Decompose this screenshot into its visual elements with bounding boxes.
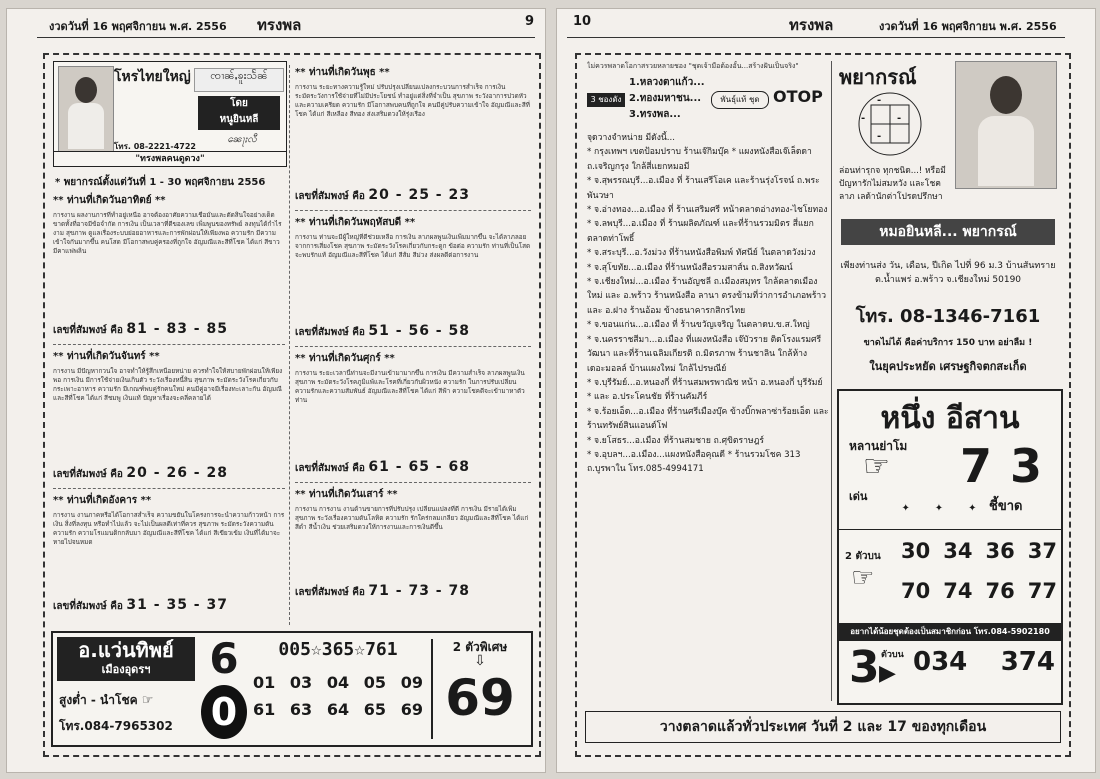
forecast-phone: โทร. 08-1346-7161 (855, 306, 1041, 327)
number-cell: 76 (985, 579, 1015, 603)
lead-digit: 3 (1009, 439, 1042, 493)
astro-caption: "ทรงพลคนดูดวง" (54, 151, 286, 166)
astro-author-block (198, 96, 280, 130)
shop-item: * จ.ลพบุรี...อ.เมือง ที่ ร้านผลิตภัณฑ์ และที่ร้านรวมมิตร สี่แยกตลาดท่าโพธิ์ (587, 219, 814, 244)
grid-cell: 64 (326, 700, 350, 719)
section-sunday (53, 193, 285, 338)
distribution-banner: วางตลาดแล้วทั่วประเทศ วันที่ 2 และ 17 ของทุกเดือน (585, 711, 1061, 743)
lucky-line (53, 465, 285, 482)
set-item: 3.ทรงพล... (629, 109, 681, 120)
forecaster-photo (955, 61, 1057, 189)
left-page (6, 8, 546, 773)
section-title: ** ท่านที่เกิดวันอาทิตย์ ** (53, 195, 166, 206)
section-body: การงาน มีปัญหากวนใจ อาจทำให้รู้สึกเหนื่อยหน่าย ควรทำใจให้สบายพักผ่อนให้เพียงพอ การเงิน มีการใช้จ่ายเงินเกินตัว ระวังเรื่องหนี้สิน สุขภาพ ระมัดระวังโรคเกี่ยวกับกระเพาะอาหาร ความรัก มีเกณฑ์พบคู่รักคนใหม่ คนมีคู่อาจมีเรื่องทะเลาะกัน อัญมณีและสีที่โชค ได้แก่ สีชมพู เงินแท้ ปัญหาเรื่องจะคลี่คลายได้ (53, 367, 283, 402)
lucky-numbers: 31 - 35 - 37 (126, 597, 228, 613)
grid-cell: 01 (253, 673, 276, 692)
section-wednesday (295, 65, 531, 204)
pointing-hand-icon: ☞ (141, 693, 154, 708)
lucky-label: เลขที่สัมพงษ์ คือ (53, 325, 123, 336)
lucky-label: เลขที่สัมพงษ์ คือ (295, 191, 365, 202)
shop-item: * จ.ยโสธร...อ.เมือง ที่ร้านสมชาย ถ.ศุขิตราษฎร์ (587, 435, 764, 446)
shops-intro: จุดวางจำหน่าย มีดังนี้... (587, 133, 675, 143)
grid-cell: 09 (400, 673, 423, 692)
lucky-label: เลขที่สัมพงษ์ คือ (53, 469, 123, 480)
two-digit-row (901, 579, 1057, 603)
number-cell: 70 (901, 579, 931, 603)
nueng-subtitle: หลานย่าโม (849, 439, 908, 453)
down-arrow-icon: ⇩ (474, 653, 486, 669)
astro-box (53, 61, 287, 167)
chart-mark: - (897, 113, 902, 124)
sets-list (629, 75, 705, 123)
section-body: การงาน งานภาคหรือได้โอกาสสำเร็จ ความขยันในโครงการจะนำความก้าวหน้า การเงิน สิ่งที่ลงทุน หรือทำไปแล้ว จะไม่เป็นผลดีเท่าที่ควร สุขภาพ ระมัดระวังความดัน ความรัก ความโรแมนติกกลับมา อัญมณีและสีที่โชค ได้แก่ สีเขียวเข้ม เงินที่ได้มาจะหายไปจนหมด (53, 511, 285, 546)
grid-cell: 04 (326, 673, 350, 692)
number-cell: 034 (913, 647, 968, 677)
section-body: การงาน ระยะทางความรู้ใหม่ ปรับปรุงเปลี่ยนแปลงกระบวนการสำเร็จ การเงิน ระมัดระวังการใช้จ่ายที่ไม่มีประโยชน์ ทำอยู่แต่สิ่งที่จำเป็น สุขภาพ ระวังอาการปวดหัวและความเครียด ความรัก มีโอกาสพบคนที่ถูกใจ คนมีคู่ปรับความเข้าใจ อัญมณีและสีที่โชค ได้แก่ สีเหลือง สีทอง ส่งเสริมดวงให้รุ่งเรือง (295, 83, 530, 118)
grid-cell: 65 (363, 700, 387, 719)
star-icon: ✦ (968, 503, 977, 514)
lucky-line (295, 459, 531, 476)
ad-special (431, 639, 527, 739)
section-title: ** ท่านที่เกิดวันพุธ ** (295, 67, 390, 78)
set-item: 1.หลวงตาแก้ว... (629, 77, 705, 88)
section-thursday (295, 215, 531, 340)
section-title: ** ท่านที่เกิดวันเสาร์ ** (295, 489, 398, 500)
three-digit-label: 3 (849, 642, 880, 693)
grid-cell: 63 (289, 700, 313, 719)
lucky-line (295, 583, 531, 600)
shop-item: * จ.สุโขทัย...อ.เมือง ที่ร้านหนังสือรวมสาส์น ถ.สิงหวัฒน์ (587, 262, 793, 273)
special-number: 69 (445, 669, 515, 727)
forecast-service: เพียงท่านส่ง วัน, เดือน, ปีเกิด ไปที่ 96 ม.3 บ้านสันทราย ต.น้ำแพร่ อ.พร้าว จ.เชียงใหม่ 50190 (840, 261, 1056, 285)
shop-item: * จ.สระบุรี...อ.วังม่วง ที่ร้านหนังสือพิมพ์ ทัศนีย์ ในตลาดวังม่วง (587, 248, 816, 259)
astrology-chart-icon (857, 91, 923, 157)
number-cell: 36 (985, 539, 1015, 563)
forecaster-banner: หมอยินหลี... พยากรณ์ (841, 219, 1055, 245)
author-name: หนูยินหลี (219, 114, 259, 125)
chart-mark: - (877, 95, 882, 106)
author-signature: ၼေႃႈလီ (227, 134, 257, 145)
section-body: การงาน ระยะเวลานี้ท่านจะมีงานเข้ามามากขึ้น การเงิน มีความสำเร็จ ลาภผลพูนเงิน สุขภาพ ระมัดระวังโรคภูมิแพ้และโรคที่เกี่ยวกับผิวหนัง ความรัก ในการปรับเปลี่ยนความรักและความสัมพันธ์ อัญมณีและสีที่โชค ได้แก่ สีฟ้า ความโชคดีจะเข้ามาหาตัวท่าน (295, 369, 525, 404)
low-high-label: สูงต่ำ - นำโชค (59, 693, 138, 707)
number-cell: 34 (943, 539, 973, 563)
section-title: ** ท่านที่เกิดวันศุกร์ ** (295, 353, 395, 364)
shop-item: * จ.สุพรรณบุรี...อ.เมือง ที่ ร้านเสรีโอเค และร้านรุ่งโรจน์ ถ.พระพันวษา (587, 176, 820, 201)
decisive-label: ชี้ขาด (989, 499, 1023, 514)
lucky-line (53, 321, 285, 338)
ad-location: เมืองอุดรฯ (101, 663, 151, 676)
astro-script: ၸၢၼ်ႇၶူးသႅၼ် (194, 68, 284, 92)
three-digit-row (913, 647, 1055, 677)
forecast-slogan: ในยุคประหยัด เศรษฐกิจตกสะเก็ด (869, 360, 1027, 373)
sets-block (587, 75, 829, 127)
chart-mark: - (861, 113, 866, 124)
number-cell: 30 (901, 539, 931, 563)
number-cell: 374 (1000, 647, 1055, 677)
issue-date: งวดวันที่ 16 พฤศจิกายน พ.ศ. 2556 (879, 20, 1057, 33)
section-body: การงาน การงาน งานด้านขายการที่ปรับปรุง เปลี่ยนแปลงที่ดี การเงิน มีรายได้เพิ่ม สุขภาพ ระวังเรื่องความดันโลหิต ความรัก รักใคร่กลมเกลียว อัญมณีและสีที่โชค ได้แก่ สีดำ สีน้ำเงิน ช่วยเสริมดวงให้การงานและการเงินดีขึ้น (295, 505, 529, 531)
section-friday (295, 351, 531, 476)
brand-name: ทรงพล (789, 16, 834, 34)
lucky-label: เลขที่สัมพงษ์ คือ (295, 463, 365, 474)
grid-cell: 03 (289, 673, 313, 692)
month-forecast: * พยากรณ์ตั้งแต่วันที่ 1 - 30 พฤศจิกายน 2556 (55, 177, 266, 188)
section-saturday (295, 487, 531, 600)
left-column (53, 193, 285, 614)
section-title: ** ท่านที่เกิดวันจันทร์ ** (53, 351, 160, 362)
lucky-numbers: 61 - 65 - 68 (368, 459, 470, 475)
ad-number-grid (253, 673, 423, 739)
wantip-ad (51, 631, 533, 747)
page-number: 10 (573, 14, 592, 29)
special-label: 2 ตัวพิเศษ (452, 640, 508, 654)
shop-item: * กรุงเทพฯ เขตป้อมปราบ ร้านเจ๊กิมบุ๊ค * แผงหนังสือเจ๊เล็ดดา ถ.เจริญกรุง ใกล้สี่แยกหมอมี (587, 147, 812, 172)
lucky-numbers: 81 - 83 - 85 (126, 321, 228, 337)
section-body: การงาน ผลงานการที่ทำอยู่เหนือ อาจต้องอาศัยความเชื่อมั่นและตัดสินใจอย่างเด็ดขาดทั้งที่อาจมีข้อจำกัด การเงิน เป็นเวลาที่ดีของเลข เพิ่มพูนของทรัพย์ ลงทุนได้กำไรงาม สุขภาพ ดูแลเรื่องระบบย่อยอาหารและการพักผ่อนให้เพียงพอ ความรัก มีความเข้าใจกันมากขึ้น คนโสด มีโอกาสพบคู่ครองที่ถูกใจ อัญมณีและสีที่โชค ได้แก่ สีขาว มีคาแฟพลิน (53, 211, 282, 255)
play-label: เด่น (849, 490, 868, 503)
right-column (295, 65, 531, 600)
author-photo (58, 66, 114, 152)
page-number: 9 (525, 14, 535, 29)
shop-item: * จ.นครราชสีมา...อ.เมือง ที่แผงหนังสือ เจ๊บัวราย ติดโรงแรมศรีวัฒนา และที่ร้านเฉลิมเกียรติ ถ.มิตรภาพ ร้านชาลิน ใกล้ห้างเดอะมอลล์ บ้านแผงใหม่ ใกล้ไปรษณีย์ (587, 334, 822, 374)
chart-mark: - (877, 131, 882, 142)
forecast-fee: ขาดไม่ได้ คือค่าบริการ 150 บาท อย่าลืม ! (863, 338, 1033, 348)
right-header (557, 9, 1095, 37)
lucky-line (53, 597, 285, 614)
lucky-label: เลขที่สัมพงษ์ คือ (53, 601, 123, 612)
shop-item: * จ.อุบลฯ...อ.เมือง...แผงหนังสือคุณดี * ร้านรวมโชค 313 ถ.บูรพาใน โทร.085-4994171 (587, 449, 801, 475)
astro-phone: โทร. 08-2221-4722 (114, 142, 196, 151)
forecast-block (837, 61, 1059, 387)
section-tuesday (53, 493, 285, 614)
lucky-numbers: 51 - 56 - 58 (368, 323, 470, 339)
section-body: การงาน ท่านจะมีผู้ใหญ่ที่ดีช่วยเหลือ การเงิน ลาภผลพูนเงินเพิ่มมากขึ้น จะได้ลาภลอยจากการเสี่ยงโชค สุขภาพ ระมัดระวังโรคเกี่ยวกับกระดูก ข้อต่อ ความรัก ท่านที่เป็นโสดจะพบรักแท้ อัญมณีและสีที่โชค ได้แก่ สีส้ม สีม่วง ส่งผลดีต่อการงาน (295, 233, 531, 259)
left-header (7, 9, 545, 37)
lucky-numbers: 71 - 73 - 78 (368, 583, 470, 599)
shop-item: * จ.ร้อยเอ็ด...อ.เมือง ที่ร้านศรีเมืองบุ๊ค ข้างบิ๊กพลาซ่าร้อยเอ็ด และร้านทรัพย์สินแอนด์โฟ (587, 406, 829, 432)
ad-phone: โทร.084-7965302 (59, 719, 173, 733)
nueng-title: หนึ่ง อีสาน (880, 401, 1020, 436)
shop-item: * จ.อ่างทอง...อ.เมือง ที่ ร้านเสริมศรี หน้าตลาดอ่างทอง-ไชโยทอง (587, 205, 828, 216)
otop-label: OTOP (773, 87, 823, 106)
forecast-text: ล่อนท่ารุกจ ทุกชนิด...! หรือมีปัญหารักไม่สมหวัง และโชคลาภ เลด้านักต่าโปรดปรึกษา (839, 166, 946, 202)
lucky-numbers: 20 - 25 - 23 (368, 187, 470, 203)
two-digit-label: 2 ตัวบน (845, 551, 881, 562)
number-cell: 77 (1027, 579, 1057, 603)
shop-item: * จ.บุรีรัมย์...อ.หนองกี่ ที่ร้านสมพรพาณิช หน้า อ.หนองกี่ บุรีรัมย์ * และ อ.ประโคนชัย ที่ร้านคัมภีร์ (587, 377, 823, 403)
two-digit-row (901, 539, 1057, 563)
otop-pill: พันธุ์แท้ ชุด (711, 91, 769, 109)
pointing-hand-icon: ☞ (863, 449, 890, 484)
lucky-numbers: 20 - 26 - 28 (126, 465, 228, 481)
right-arrow-icon: ▶ (879, 661, 896, 686)
by-label: โดย (230, 98, 248, 109)
lucky-label: เลขที่สัมพงษ์ คือ (295, 587, 365, 598)
grid-cell: 61 (253, 700, 276, 719)
brand-name: ทรงพล (257, 16, 302, 34)
lucky-line (295, 323, 531, 340)
astro-title: โหรไทยใหญ่ (114, 69, 191, 85)
set-item: 2.ทองมหาชน... (629, 93, 702, 104)
number-cell: 74 (943, 579, 973, 603)
section-title: ** ท่านที่เกิดอังคาร ** (53, 495, 152, 506)
forecast-title: พยากรณ์ (839, 65, 917, 89)
issue-date: งวดวันที่ 16 พฤศจิกายน พ.ศ. 2556 (49, 20, 227, 33)
shop-column (587, 61, 829, 697)
star-icon: ✦ (934, 503, 944, 514)
lucky-label: เลขที่สัมพงษ์ คือ (295, 327, 365, 338)
three-sets-badge: 3 ชองดัง (587, 93, 625, 107)
number-cell: 37 (1027, 539, 1057, 563)
intro-text: ไม่ควรพลาดโอกาสรวยหลายชอง "ชุดเจ้ามือต้องอั้น...สร้างฝันเป็นจริง" (587, 62, 799, 70)
grid-cell: 69 (400, 700, 423, 719)
lead-digit: 7 (959, 439, 992, 493)
grid-cell: 05 (363, 673, 387, 692)
shop-item: * จ.เชียงใหม่...อ.เมือง ร้านอัญชลี ถ.เมืองสมุทร ใกล้ตลาดเมืองใหม่ และ อ.พร้าว ร้านหนังสือ ลานา ตรงข้ามที่ว่าการอำเภอพร้าวและ อ.ฝาง ร้านอ้อม ข้างธนาคารกสิกรไทย (587, 277, 827, 316)
lucky-line (295, 187, 531, 204)
section-title: ** ท่านที่เกิดวันพฤหัสบดี ** (295, 217, 416, 228)
ad-low-high (59, 691, 153, 710)
contact-banner: อยากได้น้อยชุดต้องเป็นสมาชิกก่อน โทร.084-5902180 (839, 623, 1061, 641)
star-row (889, 503, 989, 514)
shop-list (587, 145, 829, 476)
ad-sequence: 005☆365☆761 (278, 639, 398, 660)
section-monday (53, 349, 285, 482)
three-digit-sub: ตัวบน (881, 650, 904, 660)
ad-name-block (57, 637, 195, 681)
shop-item: * จ.ขอนแก่น...อ.เมือง ที่ ร้านขวัญเจริญ ในตลาดบ.ข.ส.ใหญ่ (587, 320, 810, 331)
ad-big-top: 6 (209, 634, 239, 683)
pointing-hand-icon: ☞ (851, 563, 875, 593)
ad-name: อ.แว่นทิพย์ (78, 638, 174, 662)
star-icon: ✦ (901, 503, 910, 514)
right-page (556, 8, 1096, 773)
ad-big-bottom: 0 (201, 685, 247, 739)
nueng-isan-box (837, 389, 1063, 705)
